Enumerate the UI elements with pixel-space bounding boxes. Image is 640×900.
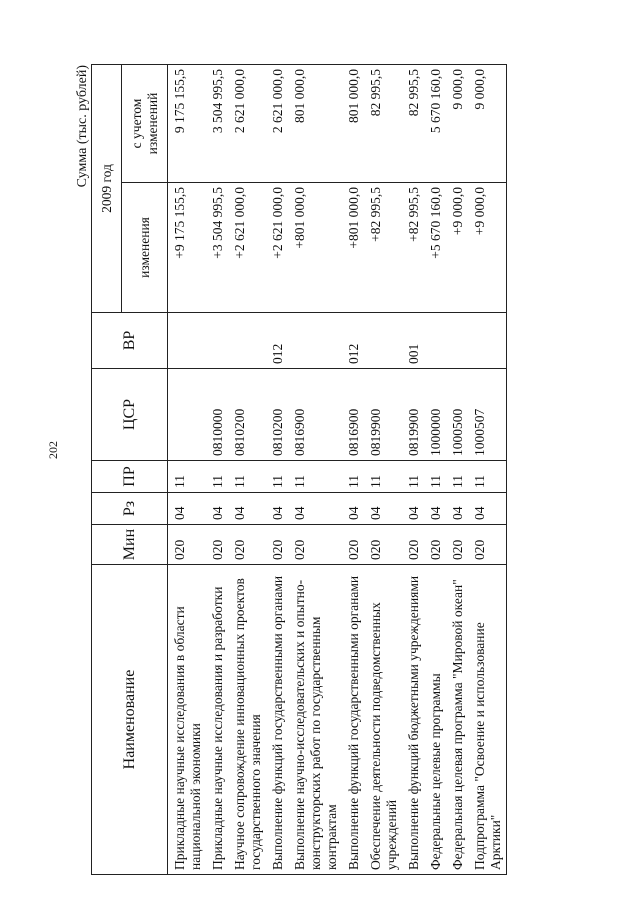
row-rz: 04 [402, 493, 424, 525]
row-vr: 001 [402, 313, 424, 369]
header-changes: изменения [122, 183, 168, 313]
row-rz: 04 [266, 493, 288, 525]
header-pr: ПР [92, 461, 168, 493]
row-rz: 04 [446, 493, 468, 525]
row-changes: +5 670 160,0 [424, 183, 446, 313]
row-min: 020 [342, 525, 364, 565]
row-csr: 0816900 [342, 369, 364, 461]
row-rz: 04 [364, 493, 402, 525]
header-name: Наименование [92, 565, 168, 875]
row-min: 020 [364, 525, 402, 565]
row-csr: 0810200 [228, 369, 266, 461]
table-row [206, 65, 228, 875]
row-vr [446, 313, 468, 369]
row-csr: 0819900 [364, 369, 402, 461]
row-vr: 012 [266, 313, 288, 369]
table-row [424, 65, 446, 875]
row-vr [424, 313, 446, 369]
row-vr [288, 313, 342, 369]
header-with-changes: с учетом изменений [122, 65, 168, 183]
row-pr: 11 [468, 461, 507, 493]
row-vr [206, 313, 228, 369]
row-vr [168, 313, 207, 369]
row-name: Прикладные научные исследования и разработки [206, 565, 228, 875]
row-pr: 11 [288, 461, 342, 493]
row-with-changes: 5 670 160,0 [424, 65, 446, 183]
row-rz: 04 [228, 493, 266, 525]
row-changes: +2 621 000,0 [228, 183, 266, 313]
row-name: Федеральная целевая программа "Мировой океан" [446, 565, 468, 875]
row-pr: 11 [402, 461, 424, 493]
row-min: 020 [168, 525, 207, 565]
row-vr [228, 313, 266, 369]
header-csr: ЦСР [92, 369, 168, 461]
row-pr: 11 [424, 461, 446, 493]
row-pr: 11 [342, 461, 364, 493]
row-changes: +801 000,0 [288, 183, 342, 313]
table-row [168, 65, 207, 875]
row-vr: 012 [342, 313, 364, 369]
row-min: 020 [228, 525, 266, 565]
row-rz: 04 [342, 493, 364, 525]
row-csr: 0810200 [266, 369, 288, 461]
row-rz: 04 [206, 493, 228, 525]
row-csr: 0816900 [288, 369, 342, 461]
row-name: Выполнение научно-исследовательских и опытно-конструкторских работ по государственным контрактам [288, 565, 342, 875]
table-body [168, 65, 507, 875]
row-rz: 04 [288, 493, 342, 525]
row-name: Федеральные целевые программы [424, 565, 446, 875]
row-pr: 11 [446, 461, 468, 493]
row-with-changes: 801 000,0 [288, 65, 342, 183]
row-changes: +2 621 000,0 [266, 183, 288, 313]
row-changes: +9 000,0 [468, 183, 507, 313]
row-csr: 1000000 [424, 369, 446, 461]
row-pr: 11 [266, 461, 288, 493]
table-row [342, 65, 364, 875]
row-rz: 04 [468, 493, 507, 525]
page-number: 202 [45, 441, 60, 459]
row-with-changes: 9 000,0 [468, 65, 507, 183]
row-pr: 11 [228, 461, 266, 493]
header-year: 2009 год [92, 65, 122, 313]
amount-caption: Сумма (тыс. рублей) [75, 65, 90, 188]
row-changes: +9 175 155,5 [168, 183, 207, 313]
row-pr: 11 [206, 461, 228, 493]
row-min: 020 [266, 525, 288, 565]
budget-table [91, 64, 507, 875]
table-row [266, 65, 288, 875]
row-vr [468, 313, 507, 369]
row-csr: 0810000 [206, 369, 228, 461]
row-changes: +9 000,0 [446, 183, 468, 313]
row-csr: 1000500 [446, 369, 468, 461]
rotated-page-content [75, 65, 575, 875]
table-row [364, 65, 402, 875]
row-name: Прикладные научные исследования в области национальной экономики [168, 565, 207, 875]
row-with-changes: 82 995,5 [402, 65, 424, 183]
row-rz: 04 [424, 493, 446, 525]
row-with-changes: 2 621 000,0 [228, 65, 266, 183]
row-rz: 04 [168, 493, 207, 525]
row-min: 020 [402, 525, 424, 565]
row-changes: +82 995,5 [364, 183, 402, 313]
row-csr: 1000507 [468, 369, 507, 461]
row-with-changes: 82 995,5 [364, 65, 402, 183]
row-with-changes: 2 621 000,0 [266, 65, 288, 183]
row-changes: +3 504 995,5 [206, 183, 228, 313]
row-name: Обеспечение деятельности подведомственных учреждений [364, 565, 402, 875]
header-min: Мин [92, 525, 168, 565]
row-changes: +801 000,0 [342, 183, 364, 313]
row-name: Выполнение функций государственными органами [266, 565, 288, 875]
row-min: 020 [468, 525, 507, 565]
row-csr [168, 369, 207, 461]
row-vr [364, 313, 402, 369]
row-name: Научное сопровождение инновационных проектов государственного значения [228, 565, 266, 875]
header-vr: ВР [92, 313, 168, 369]
table-row [468, 65, 507, 875]
row-with-changes: 9 000,0 [446, 65, 468, 183]
row-pr: 11 [168, 461, 207, 493]
row-changes: +82 995,5 [402, 183, 424, 313]
table-row [446, 65, 468, 875]
row-min: 020 [424, 525, 446, 565]
row-min: 020 [288, 525, 342, 565]
table-row [288, 65, 342, 875]
row-pr: 11 [364, 461, 402, 493]
table-row [402, 65, 424, 875]
row-name: Выполнение функций государственными органами [342, 565, 364, 875]
row-csr: 0819900 [402, 369, 424, 461]
row-min: 020 [206, 525, 228, 565]
row-with-changes: 9 175 155,5 [168, 65, 207, 183]
row-name: Выполнение функций бюджетными учреждениями [402, 565, 424, 875]
row-with-changes: 801 000,0 [342, 65, 364, 183]
row-name: Подпрограмма "Освоение и использование Арктики" [468, 565, 507, 875]
row-with-changes: 3 504 995,5 [206, 65, 228, 183]
row-min: 020 [446, 525, 468, 565]
table-row [228, 65, 266, 875]
header-rz: Рз [92, 493, 168, 525]
